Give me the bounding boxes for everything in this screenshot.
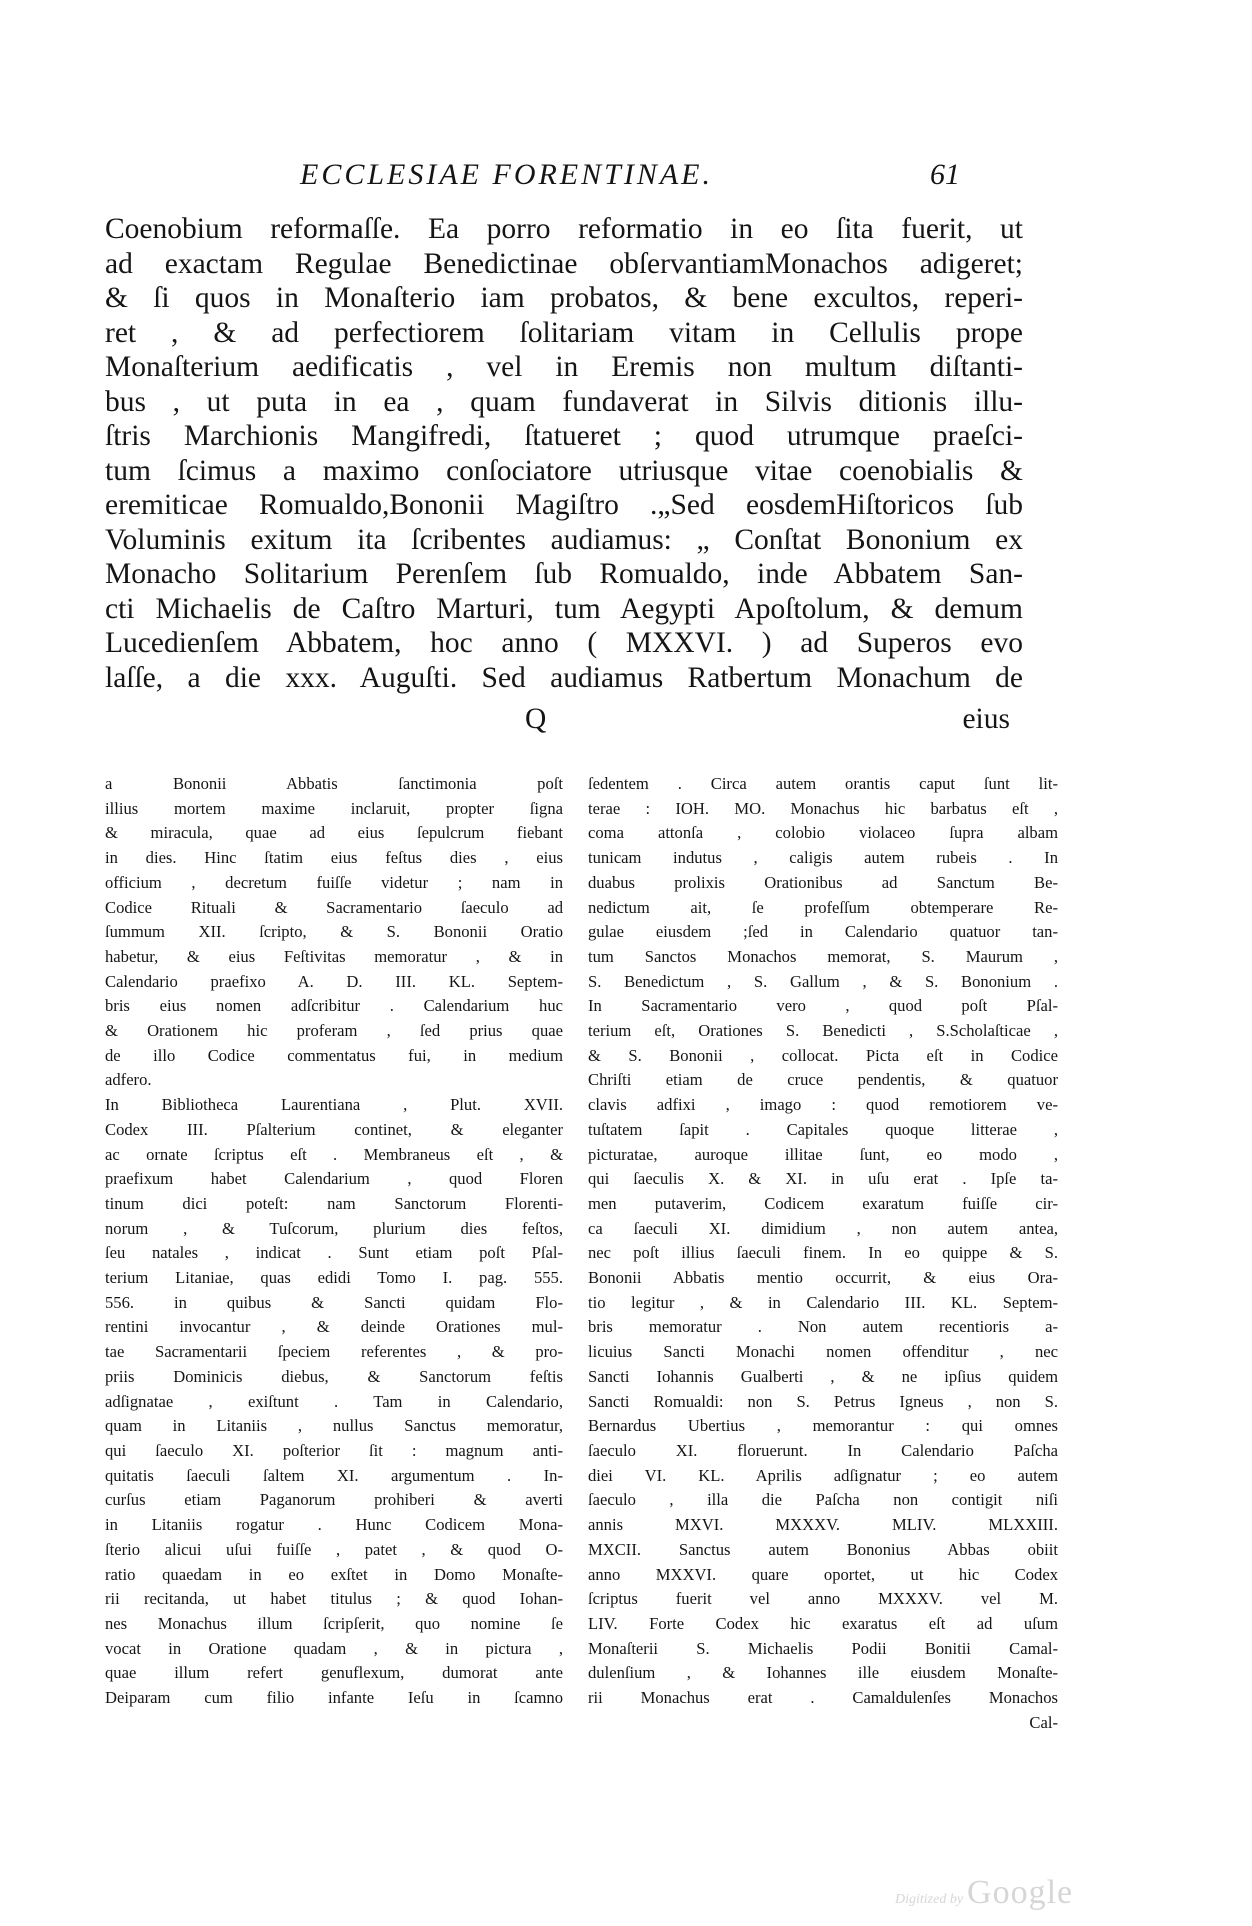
main-text-line: bus , ut puta in ea , quam fundaverat in Silvis ditionis illu- xyxy=(105,385,1023,418)
footnote-line: In Sacramentario vero , quod poſt Pſal- xyxy=(588,996,1058,1016)
footnote-line: tum Sanctos Monachos memorat, S. Maurum , xyxy=(588,946,1058,966)
footnote-line: ratio quaedam in eo exſtet in Domo Monaſte- xyxy=(105,1564,563,1584)
main-text-line: eremiticae Romualdo,Bononii Magiſtro .„Sed eosdemHiſtoricos ſub xyxy=(105,489,1023,521)
footnote-line: LIV. Forte Codex hic exaratus eſt ad uſum xyxy=(588,1613,1058,1633)
footnote-line: dulenſium , & Iohannes ille eiusdem Monaſte- xyxy=(588,1663,1058,1683)
footnote-line: ſeu natales , indicat . Sunt etiam poſt Pſal- xyxy=(105,1243,563,1263)
footnote-line: & S. Bononii , collocat. Picta eſt in Codice xyxy=(588,1045,1058,1065)
footnote-line: terae : IOH. MO. Monachus hic barbatus eſt , xyxy=(588,798,1058,818)
footnote-line: Chriſti etiam de cruce pendentis, & quatuor xyxy=(588,1070,1058,1090)
main-text-line: & ſi quos in Monaſterio iam probatos, & bene excultos, reperi- xyxy=(105,282,1023,314)
footnote-line: ſterio alicui uſui fuiſſe , patet , & quod O- xyxy=(105,1539,563,1559)
main-text-line: Coenobium reformaſſe. Ea porro reformatio in eo ſita fuerit, ut xyxy=(105,213,1023,245)
footnote-line: qui ſaeculis X. & XI. in uſu erat . Ipſe ta- xyxy=(588,1169,1058,1189)
footnote-line: adſignatae , exiſtunt . Tam in Calendario, xyxy=(105,1391,563,1411)
footnote-line: in Litaniis rogatur . Hunc Codicem Mona- xyxy=(105,1515,563,1535)
main-text-line: ret , & ad perfectiorem ſolitariam vitam in Cellulis prope xyxy=(105,316,1023,349)
footnote-line: officium , decretum fuiſſe videtur ; nam in xyxy=(105,872,563,892)
footnote-line: picturatae, auroque illitae ſunt, eo modo , xyxy=(588,1144,1058,1164)
footnote-line: Bernardus Ubertius , memorantur : qui omnes xyxy=(588,1416,1058,1436)
footnote-line: Calendario praefixo A. D. III. KL. Septem- xyxy=(105,971,563,991)
footnote-line: men putaverim, Codicem exaratum fuiſſe cir- xyxy=(588,1193,1058,1213)
footnote-line: ſcriptus fuerit vel anno MXXXV. vel M. xyxy=(588,1589,1058,1609)
footnote-line: nec poſt illius ſaeculi finem. In eo quippe & S. xyxy=(588,1243,1058,1263)
footnote-line: tuſtatem ſapit . Capitales quoque litterae , xyxy=(588,1119,1058,1139)
main-text-line: Voluminis exitum ita ſcribentes audiamus: „ Conſtat Bononium ex xyxy=(105,523,1023,556)
main-text-line: ad exactam Regulae Benedictinae obſervantiamMonachos adigeret; xyxy=(105,247,1023,280)
footnote-line: Codex III. Pſalterium continet, & eleganter xyxy=(105,1119,563,1139)
footnote-line: illius mortem maxime inclaruit, propter ſigna xyxy=(105,798,563,818)
footnote-line: clavis adfixi , imago : quod remotiorem ve- xyxy=(588,1095,1058,1115)
footnote-line: rentini invocantur , & deinde Orationes mul- xyxy=(105,1317,563,1337)
footnote-line: gulae eiusdem ;ſed in Calendario quatuor tan- xyxy=(588,922,1058,942)
footnote-line: terium Litaniae, quas edidi Tomo I. pag. 555. xyxy=(105,1268,563,1288)
footnote-line: priis Dominicis diebus, & Sanctorum feſtis xyxy=(105,1366,563,1386)
footnote-line: vocat in Oratione quadam , & in pictura , xyxy=(105,1638,563,1658)
footnote-line: Deiparam cum filio infante Ieſu in ſcamno xyxy=(105,1688,563,1708)
footnote-line: duabus prolixis Orationibus ad Sanctum Be- xyxy=(588,872,1058,892)
footnote-line: MXCII. Sanctus autem Bononius Abbas obiit xyxy=(588,1539,1058,1559)
footnote-line: ac ornate ſcriptus eſt . Membraneus eſt , & xyxy=(105,1144,563,1164)
footnote-line: curſus etiam Paganorum prohiberi & averti xyxy=(105,1490,563,1510)
main-text-line: Monaſterium aedificatis , vel in Eremis non multum diſtanti- xyxy=(105,351,1023,383)
footnote-line: S. Benedictum , S. Gallum , & S. Bononium . xyxy=(588,971,1058,991)
footnote-line: qui ſaeculo XI. poſterior ſit : magnum anti- xyxy=(105,1440,563,1460)
footnote-line: & miracula, quae ad eius ſepulcrum fiebant xyxy=(105,823,563,843)
signature-mark: Q xyxy=(525,703,547,735)
footnote-line: nes Monachus illum ſcripſerit, quo nomine ſe xyxy=(105,1613,563,1633)
footnote-line: habetur, & eius Feſtivitas memoratur , & in xyxy=(105,946,563,966)
footnote-line: adfero. xyxy=(105,1070,152,1090)
footnote-line: norum , & Tuſcorum, plurium dies feſtos, xyxy=(105,1218,563,1238)
footnote-line: rii recitanda, ut habet titulus ; & quod Iohan- xyxy=(105,1589,563,1609)
footnote-line: praefixum habet Calendarium , quod Floren xyxy=(105,1169,563,1189)
footnote-line: tinum dici poteſt: nam Sanctorum Florenti- xyxy=(105,1193,563,1213)
footnote-line: tunicam indutus , caligis autem rubeis . In xyxy=(588,848,1058,868)
footnote-line: Sancti Iohannis Gualberti , & ne ipſius quidem xyxy=(588,1366,1058,1386)
footnote-line: de illo Codice commentatus fui, in medium xyxy=(105,1045,563,1065)
signature-row xyxy=(105,703,1023,737)
footnote-column-right xyxy=(588,772,1058,1735)
footnote-line: nedictum ait, ſe profeſſum obtemperare Re- xyxy=(588,897,1058,917)
main-text-line: Lucedienſem Abbatem, hoc anno ( MXXVI. ) ad Superos evo xyxy=(105,627,1023,659)
footnote-line: quae illum refert genuflexum, dumorat ante xyxy=(105,1663,563,1683)
footnote-line: annis MXVI. MXXXV. MLIV. MLXXIII. xyxy=(588,1515,1058,1535)
footnote-line: rii Monachus erat . Camaldulenſes Monachos xyxy=(588,1688,1058,1708)
main-text-block xyxy=(105,212,1023,695)
footnote-line: ſaeculo , illa die Paſcha non contigit niſi xyxy=(588,1490,1058,1510)
footnote-line: ca ſaeculi XI. dimidium , non autem antea, xyxy=(588,1218,1058,1238)
footnote-line: In Bibliotheca Laurentiana , Plut. XVII. xyxy=(105,1095,563,1115)
footnote-line: bris eius nomen adſcribitur . Calendarium huc xyxy=(105,996,563,1016)
running-title: ECCLESIAE FORENTINAE. xyxy=(300,158,713,191)
footnote-line: Monaſterii S. Michaelis Podii Bonitii Camal- xyxy=(588,1638,1058,1658)
footnote-line: ſedentem . Circa autem orantis caput ſunt lit- xyxy=(588,774,1058,793)
footnote-line: 556. in quibus & Sancti quidam Flo- xyxy=(105,1292,563,1312)
main-text-line: cti Michaelis de Caſtro Marturi, tum Aegypti Apoſtolum, & demum xyxy=(105,592,1023,625)
footnote-column-left xyxy=(105,772,563,1711)
footnote-line: in dies. Hinc ſtatim eius feſtus dies , eius xyxy=(105,848,563,868)
footnote-line: quitatis ſaeculi ſaltem XI. argumentum . In- xyxy=(105,1465,563,1485)
footnote-line: tae Sacramentarii ſpeciem referentes , & pro- xyxy=(105,1342,563,1362)
footnote-line: Bononii Abbatis mentio occurrit, & eius Ora- xyxy=(588,1268,1058,1288)
footnote-catchword: Cal- xyxy=(1029,1712,1058,1732)
footnote-line: terium eſt, Orationes S. Benedicti , S.Scholaſticae , xyxy=(588,1021,1058,1041)
footnote-line: coma attonſa , colobio violaceo ſupra albam xyxy=(588,823,1058,843)
footnote-line: Sancti Romualdi: non S. Petrus Igneus , non S. xyxy=(588,1391,1058,1411)
main-text-line: Monacho Solitarium Perenſem ſub Romualdo, inde Abbatem San- xyxy=(105,558,1023,590)
footnote-line: licuius Sancti Monachi nomen offenditur , nec xyxy=(588,1342,1058,1362)
footnote-line: diei VI. KL. Aprilis adſignatur ; eo autem xyxy=(588,1465,1058,1485)
footnote-line: tio legitur , & in Calendario III. KL. Septem- xyxy=(588,1292,1058,1312)
footnote-line: ſummum XII. ſcripto, & S. Bononii Oratio xyxy=(105,922,563,942)
footnote-line: & Orationem hic proferam , ſed prius quae xyxy=(105,1021,563,1041)
main-text-line: tum ſcimus a maximo conſociatore utriusque vitae coenobialis & xyxy=(105,454,1023,487)
footnote-line: Codice Rituali & Sacramentario ſaeculo ad xyxy=(105,897,563,917)
main-text-line: laſſe, a die xxx. Auguſti. Sed audiamus Ratbertum Monachum de xyxy=(105,661,1023,694)
footnote-line: anno MXXVI. quare oportet, ut hic Codex xyxy=(588,1564,1058,1584)
footnote-line: bris memoratur . Non autem recentioris a- xyxy=(588,1317,1058,1337)
footnote-line: ſaeculo XI. floruerunt. In Calendario Paſcha xyxy=(588,1440,1058,1460)
watermark-small-text: Digitized by xyxy=(895,1892,964,1907)
watermark-logo-text: Google xyxy=(967,1874,1074,1911)
footnote-line: a Bononii Abbatis ſanctimonia poſt xyxy=(105,774,563,793)
footnote-line: quam in Litaniis , nullus Sanctus memoratur, xyxy=(105,1416,563,1436)
main-text-line: ſtris Marchionis Mangifredi, ſtatueret ; quod utrumque praeſci- xyxy=(105,420,1023,452)
page-number: 61 xyxy=(930,158,960,191)
digitized-watermark xyxy=(895,1874,1073,1912)
catchword: eius xyxy=(962,703,1010,735)
